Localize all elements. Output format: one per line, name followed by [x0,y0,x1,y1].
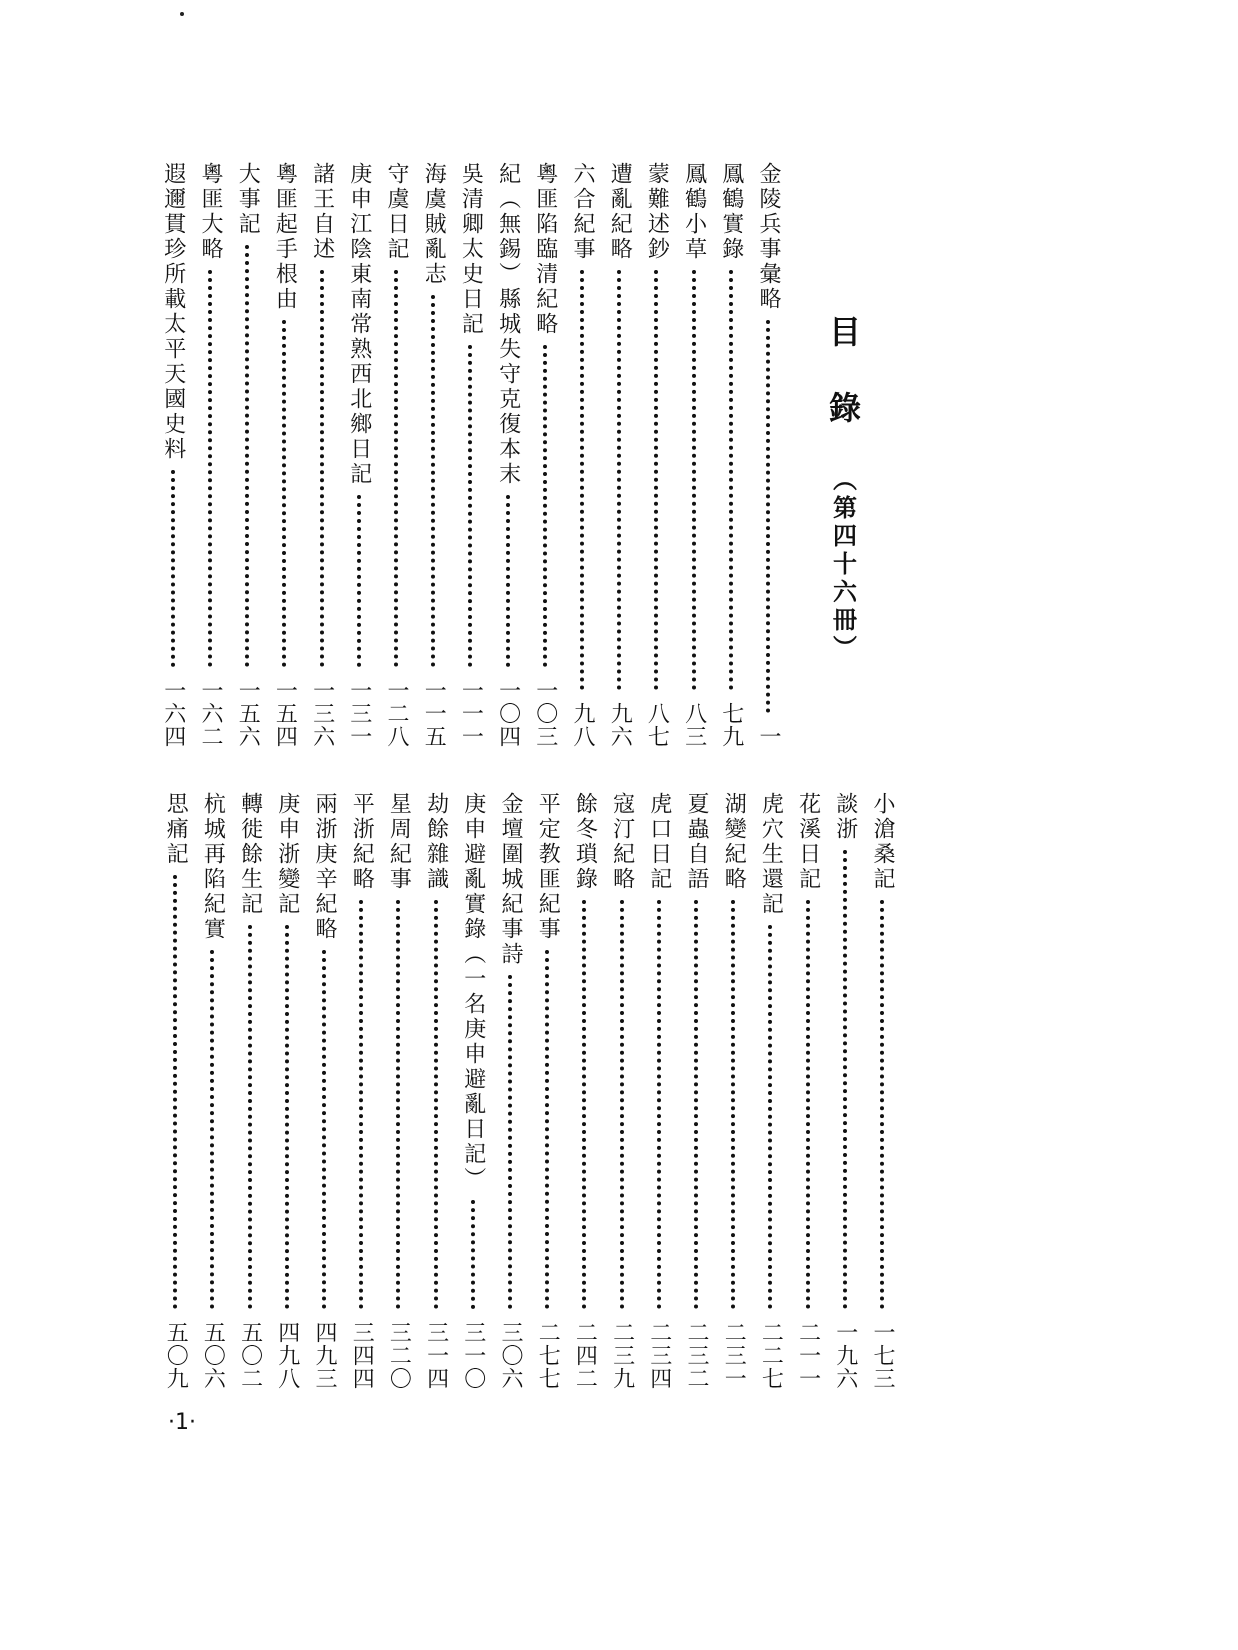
entry-title: 平浙紀略 [349,792,375,892]
dot-leader [285,925,289,1309]
dot-leader [396,900,400,1309]
entry-title: 金陵兵事彙略 [756,162,781,312]
dot-leader [282,320,286,667]
entry-title: 思痛記 [163,792,189,867]
page-number: ·1· [168,1410,196,1435]
toc-entry[interactable] [196,792,228,1390]
toc-entry[interactable] [234,792,266,1390]
entry-page-number: 一〇四 [495,679,521,748]
entry-title: 遭亂紀略 [607,162,633,262]
entry-title: 鳳鶴小草 [681,162,707,262]
dot-leader [320,270,324,667]
entry-title: 轉徙餘生記 [237,792,263,917]
dot-leader [322,950,326,1309]
toc-entry[interactable] [568,792,600,1390]
toc-entry[interactable] [717,792,749,1390]
entry-title: 談浙 [832,792,858,842]
entry-page-number: 四九三 [312,1321,337,1390]
entry-page-number: 七九 [718,702,744,748]
entry-page-number: 三一〇 [460,1321,486,1390]
dot-leader [468,345,472,667]
toc-entry[interactable] [640,162,672,748]
dot-leader [508,975,512,1309]
entry-page-number: 一六二 [198,679,223,748]
entry-page-number: 一七三 [870,1321,895,1390]
dot-leader [657,900,661,1309]
toc-entry[interactable] [343,162,375,748]
toc-entry[interactable] [566,162,598,748]
entry-page-number: 一二八 [384,679,409,748]
entry-title: 諸王自述 [309,162,335,262]
entry-page-number: 五〇九 [163,1321,189,1390]
entry-page-number: 二三一 [721,1321,747,1390]
entry-title: 粵匪大略 [198,162,223,262]
entry-page-number: 九八 [570,702,595,748]
entry-title: 庚申避亂實錄（一名庚申避亂日記） [460,792,486,1192]
dot-leader [394,270,398,667]
dot-leader [545,950,549,1309]
toc-entry[interactable] [420,792,452,1390]
toc-entry[interactable] [866,792,898,1390]
dot-leader [173,875,177,1309]
entry-title: 守虞日記 [384,162,409,262]
dot-leader [582,900,586,1309]
toc-entry[interactable] [678,162,710,748]
toc-entry[interactable] [529,162,561,748]
volume-label: （第四十六冊） [828,467,858,663]
entry-title: 遐邇貫珍所載太平天國史料 [160,162,186,462]
entry-page-number: 三四四 [349,1321,375,1390]
toc-entry[interactable] [380,162,412,748]
entry-page-number: 一九六 [832,1321,858,1390]
dot-leader [880,900,884,1309]
toc-entry[interactable] [194,162,226,748]
dot-leader [617,270,621,690]
entry-page-number: 一五六 [235,679,261,748]
dot-leader [766,320,770,713]
toc-entry[interactable] [603,162,635,748]
entry-title: 杭城再陷紀實 [200,792,226,942]
toc-entry[interactable] [715,162,747,748]
entry-title: 粵匪陷臨清紀略 [532,162,558,337]
entry-page-number: 一一五 [421,679,447,748]
entry-page-number: 二三二 [684,1321,709,1390]
entry-title: 劫餘雜識 [423,792,449,892]
entry-title: 紀（無錫）縣城失守克復本末 [495,162,521,487]
toc-entry[interactable] [159,792,191,1390]
scan-speck [180,12,184,16]
dot-leader [768,925,772,1309]
toc-entry[interactable] [492,162,524,748]
entry-title: 平定教匪紀事 [535,792,561,942]
entry-title: 鳳鶴實錄 [718,162,744,262]
entry-page-number: 五〇二 [237,1321,263,1390]
entry-title: 大事記 [235,162,261,237]
entry-page-number: 一一一 [458,679,484,748]
dot-leader [543,345,547,667]
dot-leader [471,1200,475,1309]
entry-title: 粵匪起手根由 [272,162,298,312]
toc-entry[interactable] [829,792,861,1390]
entry-title: 庚申江陰東南常熟西北鄉日記 [346,162,372,487]
entry-title: 虎口日記 [646,792,672,892]
toc-title: 目錄 [824,315,862,467]
entry-page-number: 一〇三 [532,679,558,748]
toc-entry[interactable] [417,162,449,748]
entry-page-number: 八七 [644,702,670,748]
entry-page-number: 一六四 [160,679,186,748]
entry-title: 夏蟲自語 [684,792,709,892]
toc-entry[interactable] [308,792,340,1390]
toc-entry[interactable] [454,162,486,748]
entry-page-number: 二二七 [758,1321,784,1390]
dot-leader [580,270,584,690]
entry-title: 虎穴生還記 [758,792,784,917]
entry-title: 蒙難述鈔 [644,162,670,262]
entry-page-number: 五〇六 [200,1321,226,1390]
entry-title: 兩浙庚辛紀略 [312,792,337,942]
entry-title: 星周紀事 [386,792,412,892]
dot-leader [843,850,847,1309]
dot-leader [359,900,363,1309]
entry-page-number: 四九八 [274,1321,300,1390]
entry-title: 吳清卿太史日記 [458,162,484,337]
entry-page-number: 八三 [681,702,707,748]
dot-leader [729,270,733,690]
dot-leader [210,950,214,1309]
toc-entry[interactable] [494,792,526,1390]
dot-leader [806,900,810,1309]
toc-entry[interactable] [606,792,638,1390]
toc-entry[interactable] [754,792,786,1390]
dot-leader [248,925,252,1309]
dot-leader [506,495,510,667]
toc-entry[interactable] [271,792,303,1390]
dot-leader [171,470,175,667]
toc-entry[interactable] [306,162,338,748]
dot-leader [208,270,212,667]
toc-entry[interactable] [531,792,563,1390]
entry-page-number: 三一四 [423,1321,449,1390]
toc-entry[interactable] [457,792,489,1390]
dot-leader [694,900,698,1309]
dot-leader [434,900,438,1309]
toc-entry[interactable] [231,162,263,748]
toc-entry[interactable] [268,162,300,748]
entry-page-number: 三二〇 [386,1321,412,1390]
entry-page-number: 二四二 [572,1321,598,1390]
entry-page-number: 一三一 [346,679,372,748]
entry-page-number: 一五四 [272,679,298,748]
entry-page-number: 二三四 [646,1321,672,1390]
entry-page-number: 二七七 [535,1321,561,1390]
entry-title: 湖變紀略 [721,792,747,892]
dot-leader [620,900,624,1309]
entry-title: 海虞賊亂志 [421,162,447,287]
entry-page-number: 三〇六 [498,1321,523,1390]
entry-title: 花溪日記 [795,792,821,892]
toc-entry[interactable] [157,162,189,748]
entry-page-number: 二三九 [609,1321,635,1390]
entry-title: 庚申浙變記 [274,792,300,917]
entry-page-number: 一 [756,725,781,748]
dot-leader [654,270,658,690]
toc-entry[interactable] [643,792,675,1390]
entry-title: 小滄桑記 [870,792,895,892]
dot-leader [692,270,696,690]
entry-title: 寇汀紀略 [609,792,635,892]
toc-entry[interactable] [792,792,824,1390]
entry-page-number: 一三六 [309,679,335,748]
toc-entry[interactable] [752,162,784,748]
dot-leader [245,245,249,667]
entry-title: 餘冬瑣錄 [572,792,598,892]
dot-leader [357,495,361,667]
entry-title: 六合紀事 [570,162,595,262]
toc-heading [818,315,868,663]
toc-entry[interactable] [345,792,377,1390]
dot-leader [731,900,735,1309]
dot-leader [431,295,435,667]
entry-page-number: 二一一 [795,1321,821,1390]
toc-entry[interactable] [382,792,414,1390]
entry-page-number: 九六 [607,702,633,748]
entry-title: 金壇圍城紀事詩 [498,792,523,967]
toc-entry[interactable] [680,792,712,1390]
